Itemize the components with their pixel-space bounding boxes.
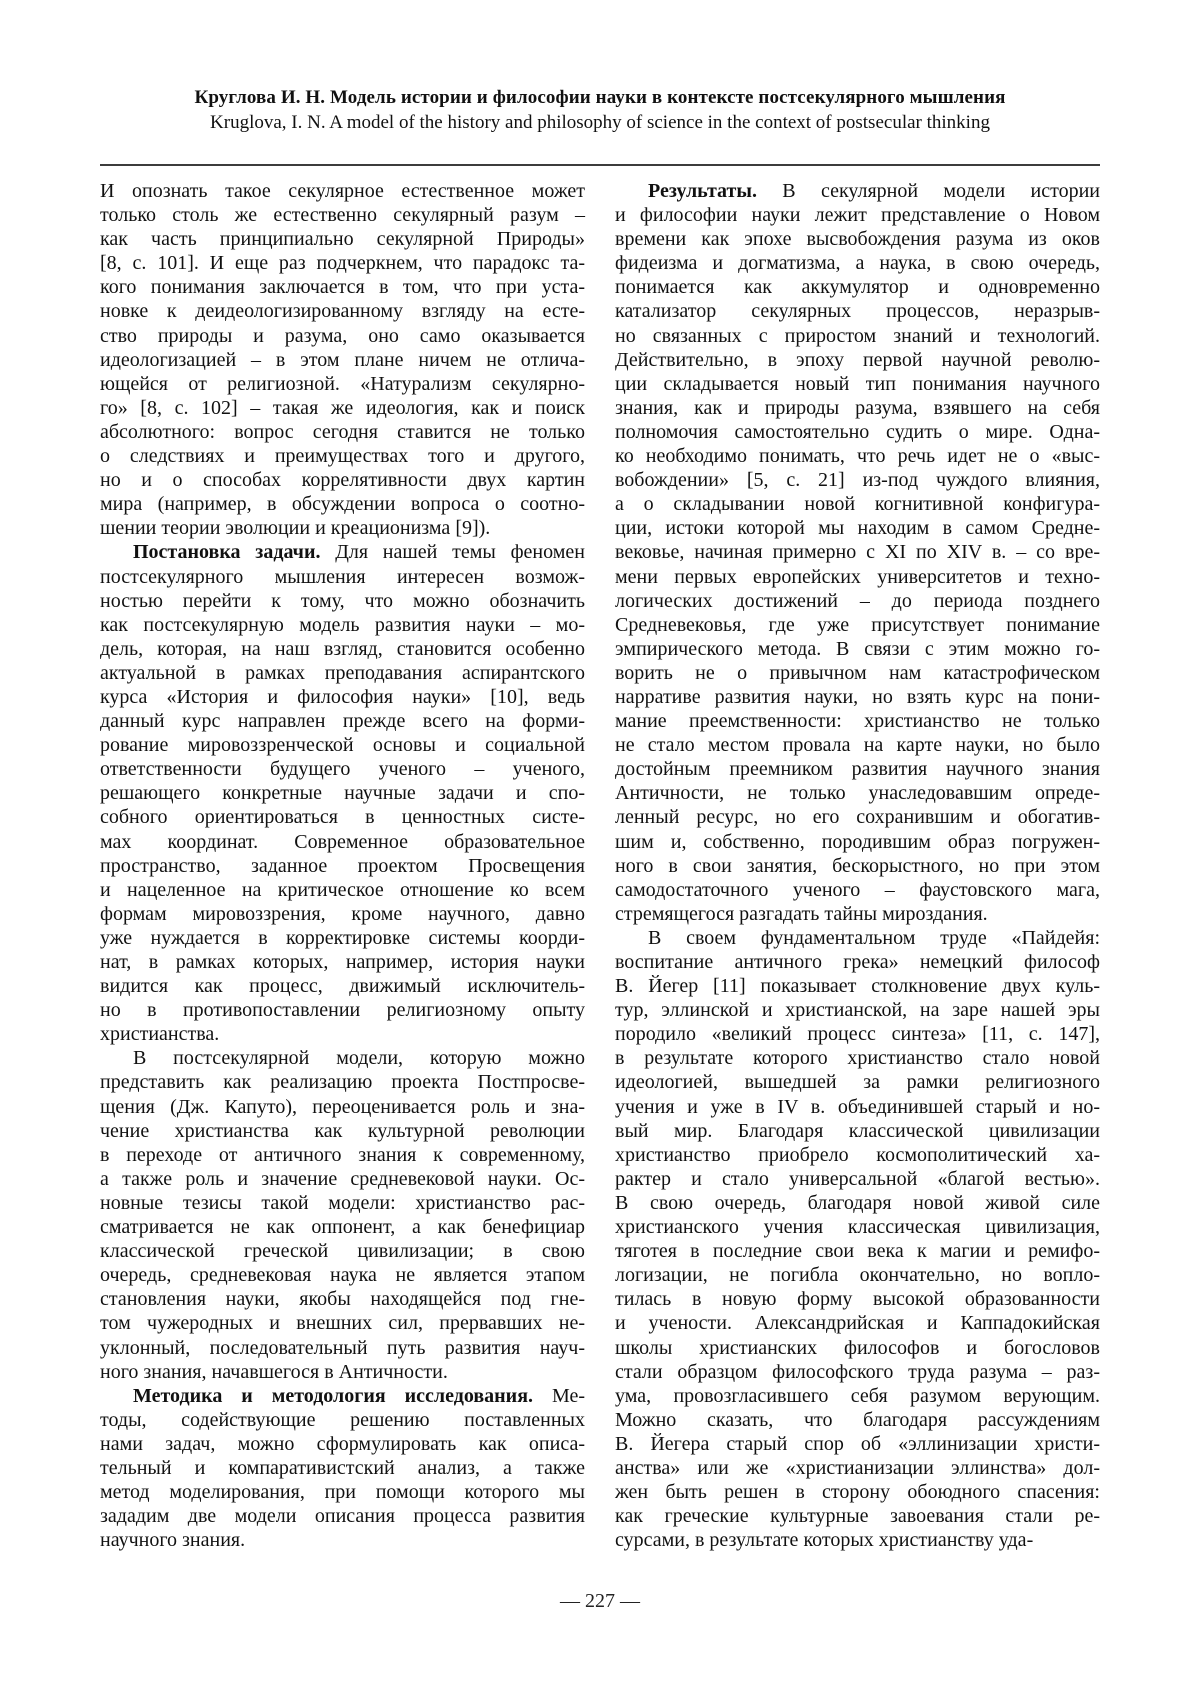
text-line: христианство приобрело космополитический ха- [615,1143,1100,1166]
text-line: тяготея в последние свои века к магии и ремифо- [615,1240,1100,1263]
text-line: но и о способах коррелятивности двух картин [100,469,585,492]
text-line: чение христианства как культурной революции [100,1119,585,1142]
text-line: курса «История и философия науки» [10], ведь [100,685,585,708]
text-line: формам мировоззрения, кроме научного, давно [100,902,585,925]
paragraph [615,179,1100,926]
text-line: и нацеленное на критическое отношение ко всем [100,878,585,901]
text-line: нат, в рамках которых, например, история науки [100,951,585,973]
text-line: времени как эпохе высвобождения разума из оков [615,228,1100,251]
text-line: Античности, не только унаследовавшим опреде- [615,782,1100,805]
text-line: ума, провозгласившего себя разумом верующим. [615,1384,1100,1407]
text-line: мира (например, в обсуждении вопроса о соотно- [100,493,585,516]
text-line: ко необходимо понимать, что речь идет не о «выс- [615,445,1100,468]
text-line: шении теории эволюции и креационизма [9]). [100,517,491,540]
text-line: ответственности будущего ученого – ученого, [100,758,585,781]
column-left [100,179,585,1552]
text-line: и учености. Александрийская и Каппадокийская [615,1312,1100,1335]
text-line: Действительно, в эпоху первой научной револю- [615,348,1100,371]
text-line: знания, как и природы разума, взявшего на себя [615,396,1100,419]
text-line: тилась в новую форму высокой образованности [615,1288,1100,1311]
text-line: ного в свои занятия, бескорыстного, но при этом [615,854,1100,877]
text-line: ющейся от религиозной. «Натурализм секулярно- [100,372,585,395]
text-line: В. Йегера старый спор об «эллинизации христи- [615,1432,1100,1455]
paragraph [100,179,585,540]
text-line: решающего конкретные научные задачи и спо- [100,782,585,805]
text-line: Результаты. В секулярной модели истории [648,180,1100,202]
text-line: как часть принципиально секулярной Природы» [100,228,585,251]
text-line: анства» или же «христианизации эллинства» дол- [615,1456,1100,1479]
text-line: данный курс направлен прежде всего на форми- [100,710,585,733]
text-line: Средневековья, где уже присутствует понимание [615,613,1100,636]
text-line: воспитание античного грека» немецкий философ [615,951,1100,973]
text-line: Можно сказать, что благодаря рассуждениям [615,1408,1100,1431]
column-right [615,179,1100,1552]
text-line: стали образцом философского труда разума – раз- [615,1360,1100,1383]
text-line: понимается как аккумулятор и одновременно [615,276,1100,299]
text-line: ции, истоки которой мы находим в самом Средне- [615,517,1100,540]
page-number: — 227 — [560,1590,640,1613]
text-line: ции складывается новый тип понимания научного [615,372,1100,395]
text-line: В свою очередь, благодаря новой живой силе [615,1191,1100,1214]
text-line: и философии науки лежит представление о Новом [615,204,1100,227]
text-line: логизации, не погибла окончательно, но вопло- [615,1264,1100,1287]
text-line: школы христианских философов и богословов [615,1336,1100,1359]
text-line: жен быть решен в сторону обоюдного спасения: [615,1481,1100,1504]
text-line: новные тезисы такой модели: христианство рас- [100,1191,585,1214]
text-line: мание преемственности: христианство не только [615,710,1100,733]
text-line: Постановка задачи. Для нашей темы феномен [133,541,585,564]
text-line: христианского учения классическая цивилизация, [615,1216,1100,1239]
text-line: в переходе от античного знания к современному, [100,1143,585,1166]
text-line: эмпирического метода. В связи с этим можно го- [615,637,1100,660]
text-line: становления науки, якобы находящейся под гне- [100,1288,585,1311]
text-line: самодостаточного ученого – фаустовского мага, [615,878,1100,901]
text-line: Методика и методология исследования. Ме- [133,1384,585,1407]
text-line: тоды, содействующие решению поставленных [100,1408,585,1431]
text-line: актуальной в рамках преподавания аспирантского [100,661,585,684]
text-line: И опознать такое секулярное естественное может [100,180,585,202]
text-line: ленный ресурс, но его сохранившим и обогатив- [615,806,1100,829]
text-line: дель, которая, на наш взгляд, становится особенно [100,637,585,660]
text-line: том чужеродных и внешних сил, прервавших не- [100,1312,585,1335]
text-line: нами задач, можно сформулировать как описа- [100,1432,585,1455]
text-line: фидеизма и догматизма, а наука, в свою очередь, [615,252,1100,275]
section-lead: Постановка задачи. [133,541,321,564]
text-line: рование мировоззренческой основы и социальной [100,734,585,757]
text-line: христианства. [100,1023,220,1046]
text-line: ворить не о привычном нам катастрофическом [615,661,1100,684]
text-line: полномочия самостоятельно судить о мире. Одна- [615,420,1100,443]
text-line: только столь же естественно секулярный разум – [100,204,585,227]
text-line: учения и уже в IV в. объединившей старый и но- [615,1095,1100,1118]
text-line: но связанных с приростом знаний и технологий. [615,324,1100,347]
text-line: катализатор секулярных процессов, неразрыв- [615,300,1100,323]
text-line: идеологией, вышедшей за рамки религиозного [615,1071,1100,1094]
text-line: собного ориентироваться в ценностных систе- [100,806,585,829]
text-line: но в противопоставлении религиозному опыту [100,999,585,1022]
paragraph [615,926,1100,1552]
text-line: вобождении» [5, с. 21] из-под чуждого влияния, [615,469,1100,492]
paragraph [100,1046,585,1383]
page-footer [100,1590,1100,1613]
text-line: В своем фундаментальном труде «Пайдейя: [648,926,1100,949]
text-line: шим и, собственно, породившим образ погружен- [615,830,1100,853]
text-line: тельный и компаративистский анализ, а также [100,1456,585,1479]
text-line: сурсами, в результате которых христианству уда- [615,1529,1034,1552]
text-line: не стало местом провала на карте науки, но было [615,734,1100,757]
text-line: кого понимания заключается в том, что при уста- [100,276,585,299]
text-line: уже нуждается в корректировке системы коорди- [100,926,585,949]
text-line: В постсекулярной модели, которую можно [133,1047,585,1070]
header-rule [100,164,1100,166]
text-line: видится как процесс, движимый исключитель- [100,975,585,998]
text-line: мах координат. Современное образовательное [100,830,585,853]
text-line: научного знания. [100,1529,246,1552]
text-line: уклонный, последовательный путь развития науч- [100,1336,585,1359]
section-lead: Методика и методология исследования. [133,1384,534,1407]
section-lead: Результаты. [648,180,757,202]
text-line: вый мир. Благодаря классической цивилизации [615,1119,1100,1142]
text-line: как постсекулярную модель развития науки – мо- [100,613,585,636]
text-line: как греческие культурные завоевания стали ре- [615,1505,1100,1528]
text-line: вековье, начиная примерно с XI по XIV в. – со вре- [615,541,1100,564]
text-line: нарративе развития науки, но взять курс на пони- [615,685,1100,708]
text-line: ство природы и разума, оно само оказывается [100,324,585,347]
text-line: В. Йегер [11] показывает столкновение двух куль- [615,975,1100,998]
text-line: в результате которого христианство стало новой [615,1047,1100,1070]
text-line: рактер и стало универсальной «благой вестью». [615,1167,1100,1190]
text-line: го» [8, с. 102] – такая же идеология, как и поиск [100,396,585,419]
text-line: ного знания, начавшегося в Античности. [100,1360,448,1383]
text-line: новке к деидеологизированному взгляду на есте- [100,300,585,323]
text-line: представить как реализацию проекта Постпросве- [100,1071,585,1094]
text-line: сматривается не как оппонент, а как бенефициар [100,1216,585,1239]
text-line: щения (Дж. Капуто), переоценивается роль и зна- [100,1095,585,1118]
text-line: мени первых европейских университетов и техно- [615,565,1100,588]
paragraph [100,1384,585,1553]
text-line: пространство, заданное проектом Просвещения [100,854,585,877]
running-title-english: Kruglova, I. N. A model of the history and philosophy of science in the context of postsecular thinking [210,112,990,133]
text-line: о следствиях и преимуществах того и другого, [100,445,585,468]
text-line: тур, эллинской и христианской, на заре нашей эры [615,999,1100,1022]
text-line: постсекулярного мышления интересен возмож- [100,565,585,588]
text-line: идеологизацией – в этом плане ничем не отлича- [100,348,585,371]
text-columns [100,179,1100,1552]
text-line: [8, с. 101]. И еще раз подчеркнем, что парадокс та- [100,252,585,275]
paragraph [100,540,585,1046]
text-line: а о складывании новой когнитивной конфигура- [615,493,1100,516]
text-line: достойным преемником развития научного знания [615,758,1100,781]
text-line: очередь, средневековая наука не является этапом [100,1264,585,1287]
text-line: классической греческой цивилизации; в свою [100,1240,585,1263]
text-line: а также роль и значение средневековой науки. Ос- [100,1167,585,1190]
text-line: стремящегося разгадать тайны мироздания. [615,902,988,925]
text-line: породило «великий процесс синтеза» [11, с. 147], [615,1023,1100,1046]
text-line: зададим две модели описания процесса развития [100,1505,585,1528]
text-line: логических достижений – до периода позднего [615,589,1100,612]
article-header [100,86,1100,134]
text-line: абсолютного: вопрос сегодня ставится не только [100,420,585,443]
running-title-russian: Круглова И. Н. Модель истории и философии науки в контексте постсекулярного мышления [194,87,1006,108]
text-line: метод моделирования, при помощи которого мы [100,1481,585,1504]
text-line: ностью перейти к тому, что можно обозначить [100,589,585,612]
